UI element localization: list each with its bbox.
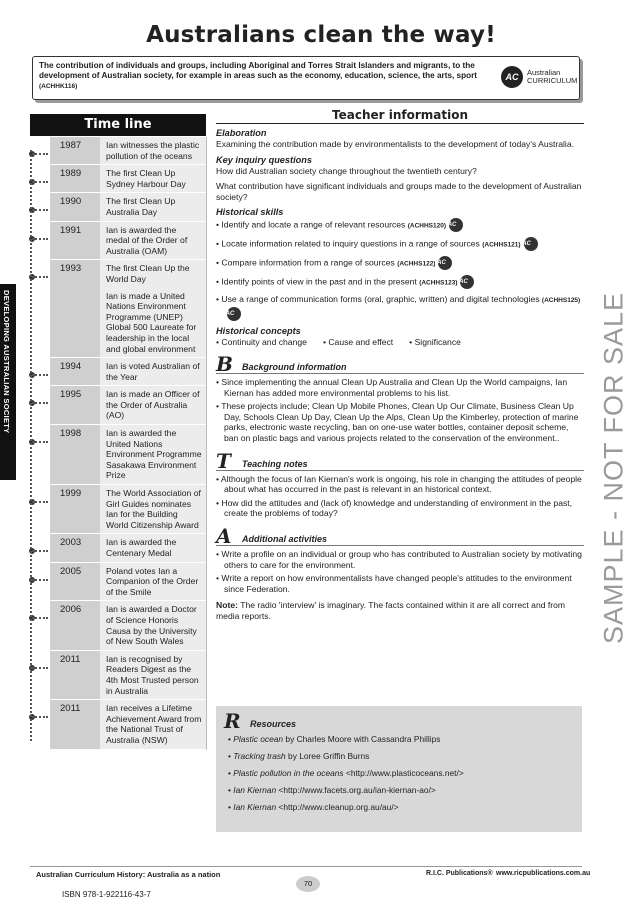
australian-curriculum-logo-text: [527, 69, 577, 85]
timeline-event-text: Poland votes Ian a Companion of the Order of the Smile: [106, 565, 199, 597]
timeline-year: 1990: [50, 193, 100, 220]
concept-item: • Continuity and change: [216, 336, 307, 347]
resource-item[interactable]: • Ian Kiernan <http://www.facets.org.au/ian-kiernan-ao/>: [228, 785, 436, 795]
concepts-heading: Historical concepts: [216, 325, 301, 336]
background-item: • These projects include; Clean Up Mobile Phones, Clean Up Our Climate, Business Clean Up Day, Schools Clean Up Day, Clean Up the Alps, Clean Up the Kimberley, protection of marine parks, electronic waste recycling, ban on one-use water bottles, container deposit scheme, ban on plastic bags and various projects related to the conservation of the environment..: [216, 401, 579, 443]
timeline-year: 1989: [50, 165, 100, 192]
background-heading: Background information: [242, 361, 347, 372]
skill-item: • Compare information from a range of sources (ACHHS122) AC: [216, 256, 584, 270]
timeline-row: [50, 563, 206, 602]
timeline-event: [100, 222, 206, 260]
timeline-event: [100, 386, 206, 424]
timeline-year: 1987: [50, 137, 100, 164]
teaching-item: • Although the focus of Ian Kiernan's work is ongoing, his role in changing the attitudes of people about what has occurred in the past is relevant in an historical context.: [216, 473, 582, 495]
skill-item: • Use a range of communication forms (oral, graphic, written) and digital technologies (ACHHS125)AC: [216, 294, 584, 321]
resource-item[interactable]: • Ian Kiernan <http://www.cleanup.org.au/au/>: [228, 802, 399, 812]
timeline-event: [100, 425, 206, 484]
timeline-row: [50, 358, 206, 386]
page-title: Australians clean the way!: [146, 22, 496, 48]
timeline-event-text: Ian is made an Officer of the Order of Australia (AO): [106, 389, 200, 421]
inquiry-heading: Key inquiry questions: [216, 154, 312, 165]
logo-line-1: Australian: [527, 68, 561, 77]
timeline-event: [100, 260, 206, 357]
skill-item: • Identify points of view in the past and in the present (ACHHS123) AC: [216, 275, 584, 289]
timeline-row: [50, 651, 206, 700]
ac-icon: AC: [438, 256, 452, 270]
timeline-row: [50, 601, 206, 650]
curriculum-box: [32, 56, 580, 100]
timeline-event-text: Ian is awarded the United Nations Environment Programme Sasakawa Environment Prize: [106, 428, 202, 481]
side-tab-label: DEVELOPING AUSTRALIAN SOCIETY: [2, 290, 11, 434]
resources-heading: Resources: [250, 719, 297, 729]
timeline-event-text: Ian witnesses the plastic pollution of the oceans: [106, 140, 200, 161]
activities-letter-icon: A: [216, 523, 232, 548]
timeline-spine: [30, 150, 32, 741]
resources-list: [216, 734, 582, 812]
section-side-tab: [0, 284, 16, 480]
timeline-connector: [32, 667, 48, 669]
timeline-connector: [32, 402, 48, 404]
timeline-year: 1993: [50, 260, 100, 357]
note-text: The radio 'interview' is imaginary. The facts contained within it are all correct and from media reports.: [216, 600, 566, 621]
timeline-connector: [32, 238, 48, 240]
skills-list: [216, 218, 584, 321]
timeline-year: 1994: [50, 358, 100, 385]
logo-line-2: CURRICULUM: [527, 76, 578, 85]
note-label: Note:: [216, 600, 238, 611]
timeline-event: [100, 700, 206, 748]
timeline-connector: [32, 374, 48, 376]
timeline-connector: [32, 579, 48, 581]
timeline-row: [50, 260, 206, 358]
background-section-header: [216, 351, 584, 376]
resources-header: [224, 709, 582, 733]
elaboration-heading: Elaboration: [216, 128, 267, 138]
timeline-year: 2003: [50, 534, 100, 561]
australian-curriculum-logo-icon: AC: [501, 66, 523, 88]
timeline-row: [50, 534, 206, 562]
timeline-row: [50, 485, 206, 534]
timeline-row: [50, 165, 206, 193]
teaching-letter-icon: T: [216, 448, 231, 473]
timeline-event: [100, 137, 206, 164]
footer-url[interactable]: www.ricpublications.com.au: [496, 870, 591, 877]
timeline-event-text: Ian is awarded the Centenary Medal: [106, 537, 177, 558]
timeline: [50, 137, 207, 750]
timeline-event: [100, 601, 206, 649]
timeline-connector: [32, 716, 48, 718]
timeline-event: [100, 485, 206, 533]
timeline-connector: [32, 550, 48, 552]
elaboration-text: Examining the contribution made by environmentalists to the development of today's Australia.: [216, 139, 575, 149]
timeline-event-text: The first Clean Up the World Day: [106, 263, 190, 284]
timeline-event: [100, 358, 206, 385]
resource-item[interactable]: • Tracking trash by Loree Griffin Burns: [228, 751, 370, 761]
background-item: • Since implementing the annual Clean Up Australia and Clean Up the World campaigns, Ian Kiernan has added more environmental problems to his list.: [216, 376, 568, 398]
isbn: ISBN 978-1-922116-43-7: [62, 890, 151, 899]
timeline-connector: [32, 501, 48, 503]
footer-divider: [30, 866, 582, 867]
ac-icon: AC: [227, 307, 241, 321]
background-letter-icon: B: [216, 351, 233, 376]
timeline-heading: Time line: [30, 114, 206, 136]
ac-icon: AC: [524, 237, 538, 251]
timeline-connector: [32, 153, 48, 155]
timeline-year: 1995: [50, 386, 100, 424]
timeline-event-text: Ian is voted Australian of the Year: [106, 361, 200, 382]
timeline-event: [100, 165, 206, 192]
timeline-event: [100, 563, 206, 601]
timeline-event-text: Ian is awarded a Doctor of Science Honoris Causa by the University of New South Wales: [106, 604, 197, 647]
timeline-year: 1991: [50, 222, 100, 260]
timeline-connector: [32, 181, 48, 183]
curriculum-code: (ACHHK116): [39, 83, 78, 90]
teaching-heading: Teaching notes: [242, 458, 308, 469]
activities-section-header: [216, 523, 584, 548]
teaching-section-header: [216, 448, 584, 473]
timeline-row: [50, 386, 206, 425]
timeline-connector: [32, 276, 48, 278]
timeline-year: 1998: [50, 425, 100, 484]
watermark: SAMPLE - NOT FOR SALE: [598, 291, 629, 645]
teaching-item: • How did the attitudes and (lack of) knowledge and understanding of environment in the past, create the problems of today?: [216, 497, 573, 519]
curriculum-description: The contribution of individuals and groups, including Aboriginal and Torres Strait Islanders and migrants, to the development of Australian society, for example in areas such as the economy, education, science, the arts, sport: [39, 61, 478, 80]
timeline-year: 2006: [50, 601, 100, 649]
timeline-connector: [32, 617, 48, 619]
timeline-event-text: The first Clean Up Sydney Harbour Day: [106, 168, 186, 189]
ac-icon: AC: [460, 275, 474, 289]
skill-item: • Locate information related to inquiry questions in a range of sources (ACHHS121) AC: [216, 237, 584, 251]
timeline-connector: [32, 209, 48, 211]
timeline-event: [100, 651, 206, 699]
timeline-year: 2011: [50, 651, 100, 699]
page-number: 70: [296, 876, 320, 892]
timeline-event-text: The first Clean Up Australia Day: [106, 196, 176, 217]
timeline-event-text: Ian receives a Lifetime Achievement Award from the National Trust of Australia (NSW): [106, 703, 202, 745]
resource-item[interactable]: • Plastic pollution in the oceans <http://www.plasticoceans.net/>: [228, 768, 464, 778]
timeline-row: [50, 137, 206, 165]
teacher-information: [216, 108, 584, 626]
timeline-year: 2011: [50, 700, 100, 748]
teacher-info-heading: Teacher information: [216, 108, 584, 124]
timeline-year: 2005: [50, 563, 100, 601]
skill-item: • Identify and locate a range of relevant resources (ACHHS120) AC: [216, 218, 584, 232]
activity-item: • Write a profile on an individual or group who has contributed to Australian society by motivating others to care for the environment.: [216, 548, 582, 570]
concepts-list: [216, 337, 584, 347]
activity-item: • Write a report on how environmentalists have changed people's attitudes to the environment since Federation.: [216, 573, 572, 594]
timeline-connector: [32, 441, 48, 443]
footer-publisher: R.I.C. Publications®: [426, 870, 493, 877]
concept-item: • Cause and effect: [322, 336, 394, 347]
resources-letter-icon: R: [224, 709, 241, 733]
note: [216, 600, 584, 621]
concept-item: • Significance: [409, 336, 461, 347]
timeline-event-text: Ian is made a United Nations Environment Programme (UNEP) Global 500 Laureate for leadership in the local and global environment: [106, 290, 197, 354]
inquiry-question: What contribution have significant individuals and groups made to the development of Australian society?: [216, 181, 582, 202]
timeline-event-text: Ian is awarded the medal of the Order of Australia (OAM): [106, 224, 188, 256]
skills-heading: Historical skills: [216, 207, 284, 218]
timeline-event-text: Ian is recognised by Readers Digest as the 4th Most Trusted person in Australia: [106, 653, 199, 696]
timeline-row: [50, 700, 206, 749]
resources-box: [216, 706, 582, 832]
activities-heading: Additional activities: [242, 533, 328, 544]
footer-book-title: Australian Curriculum History: Australia as a nation: [36, 870, 221, 879]
curriculum-text: [39, 61, 479, 92]
resource-item[interactable]: • Plastic ocean by Charles Moore with Cassandra Phillips: [228, 734, 441, 744]
inquiry-question: How did Australian society change throughout the twentieth century?: [216, 165, 477, 176]
timeline-row: [50, 425, 206, 485]
timeline-event: [100, 193, 206, 220]
timeline-year: 1999: [50, 485, 100, 533]
timeline-event-text: The World Association of Girl Guides nominates Ian for the Building World Citizenship Award: [106, 488, 201, 530]
ac-icon: AC: [449, 218, 463, 232]
timeline-row: [50, 222, 206, 261]
timeline-event: [100, 534, 206, 561]
timeline-row: [50, 193, 206, 221]
